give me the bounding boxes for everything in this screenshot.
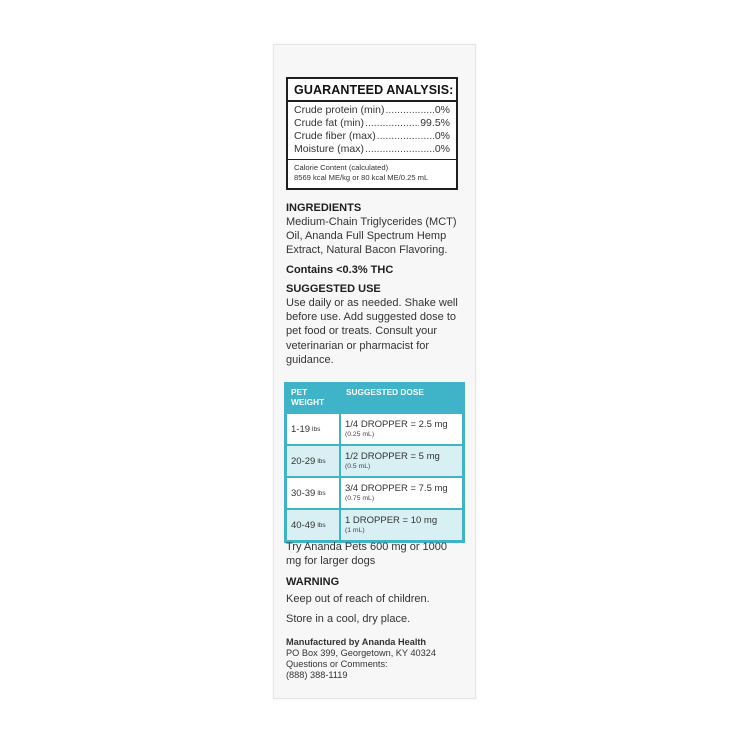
weight-unit: lbs — [317, 489, 326, 497]
suggested-use-heading: SUGGESTED USE — [286, 283, 381, 295]
weight-range: 40-49 — [291, 519, 316, 531]
manufacturer-info — [286, 637, 471, 681]
weight-range: 20-29 — [291, 455, 316, 467]
contact-label: Questions or Comments: — [286, 659, 388, 669]
dose-amount: 3/4 DROPPER = 7.5 mg — [345, 483, 448, 494]
dot-leader — [385, 104, 433, 117]
weight-cell — [287, 510, 341, 540]
dose-cell — [341, 510, 462, 540]
table-row — [287, 508, 462, 540]
analysis-value: 99.5% — [420, 117, 450, 129]
weight-unit: lbs — [317, 521, 326, 529]
analysis-name: Crude fiber (max) — [294, 130, 376, 142]
dose-volume: (0.75 mL) — [345, 495, 375, 502]
analysis-value: 0% — [434, 130, 450, 142]
table-row — [287, 412, 462, 444]
guaranteed-analysis-box — [286, 77, 458, 190]
dosage-table — [284, 382, 465, 543]
analysis-name: Crude fat (min) — [294, 117, 365, 129]
weight-range: 1-19 — [291, 423, 311, 435]
warning-line-children: Keep out of reach of children. — [286, 593, 430, 605]
larger-dogs-note: Try Ananda Pets 600 mg or 1000 mg for larger dogs — [286, 541, 448, 568]
table-row — [287, 444, 462, 476]
weight-cell — [287, 446, 341, 476]
dose-cell — [341, 414, 462, 444]
warning-line-storage: Store in a cool, dry place. — [286, 613, 411, 625]
manufacturer-name: Manufactured by Ananda Health — [286, 637, 427, 647]
dot-leader — [365, 143, 434, 156]
dose-cell — [341, 446, 462, 476]
guaranteed-analysis-title: GUARANTEED ANALYSIS: — [288, 83, 456, 102]
ingredients-text: Medium-Chain Triglycerides (MCT) Oil, Ananda Full Spectrum Hemp Extract, Natural Bacon Flavoring. — [286, 216, 457, 257]
dose-volume: (0.5 mL) — [345, 463, 371, 470]
dose-cell — [341, 478, 462, 508]
calorie-title: Calorie Content (calculated) — [294, 163, 389, 172]
table-row — [287, 476, 462, 508]
analysis-name: Crude protein (min) — [294, 104, 385, 116]
dose-volume: (0.25 mL) — [345, 431, 375, 438]
analysis-value: 0% — [434, 143, 450, 155]
weight-cell — [287, 478, 341, 508]
calorie-value: 8569 kcal ME/kg or 80 kcal ME/0.25 mL — [294, 173, 429, 182]
contact-phone: (888) 388-1119 — [286, 670, 348, 680]
analysis-name: Moisture (max) — [294, 143, 365, 155]
analysis-row — [294, 143, 450, 156]
dosage-table-header — [287, 385, 462, 412]
dot-leader — [377, 130, 434, 143]
analysis-row — [294, 130, 450, 143]
weight-range: 30-39 — [291, 487, 316, 499]
thc-statement: Contains <0.3% THC — [286, 264, 394, 276]
header-pet-weight: PET WEIGHT — [291, 387, 325, 407]
weight-unit: lbs — [317, 457, 326, 465]
suggested-use-text: Use daily or as needed. Shake well before use. Add suggested dose to pet food or treats. Consult your veterinarian or pharmacist for guidance. — [286, 297, 458, 366]
analysis-row — [294, 104, 450, 117]
warning-heading: WARNING — [286, 576, 340, 588]
dose-amount: 1 DROPPER = 10 mg — [345, 515, 438, 526]
dose-amount: 1/4 DROPPER = 2.5 mg — [345, 419, 448, 430]
dot-leader — [365, 117, 419, 130]
manufacturer-address: PO Box 399, Georgetown, KY 40324 — [286, 648, 436, 658]
analysis-value: 0% — [434, 104, 450, 116]
ingredients-heading: INGREDIENTS — [286, 202, 362, 214]
analysis-row — [294, 117, 450, 130]
dose-volume: (1 mL) — [345, 527, 365, 534]
dose-amount: 1/2 DROPPER = 5 mg — [345, 451, 440, 462]
calorie-content — [288, 159, 456, 183]
weight-cell — [287, 414, 341, 444]
product-label-panel — [273, 44, 476, 699]
weight-unit: lbs — [312, 425, 321, 433]
header-suggested-dose: SUGGESTED DOSE — [346, 387, 424, 397]
